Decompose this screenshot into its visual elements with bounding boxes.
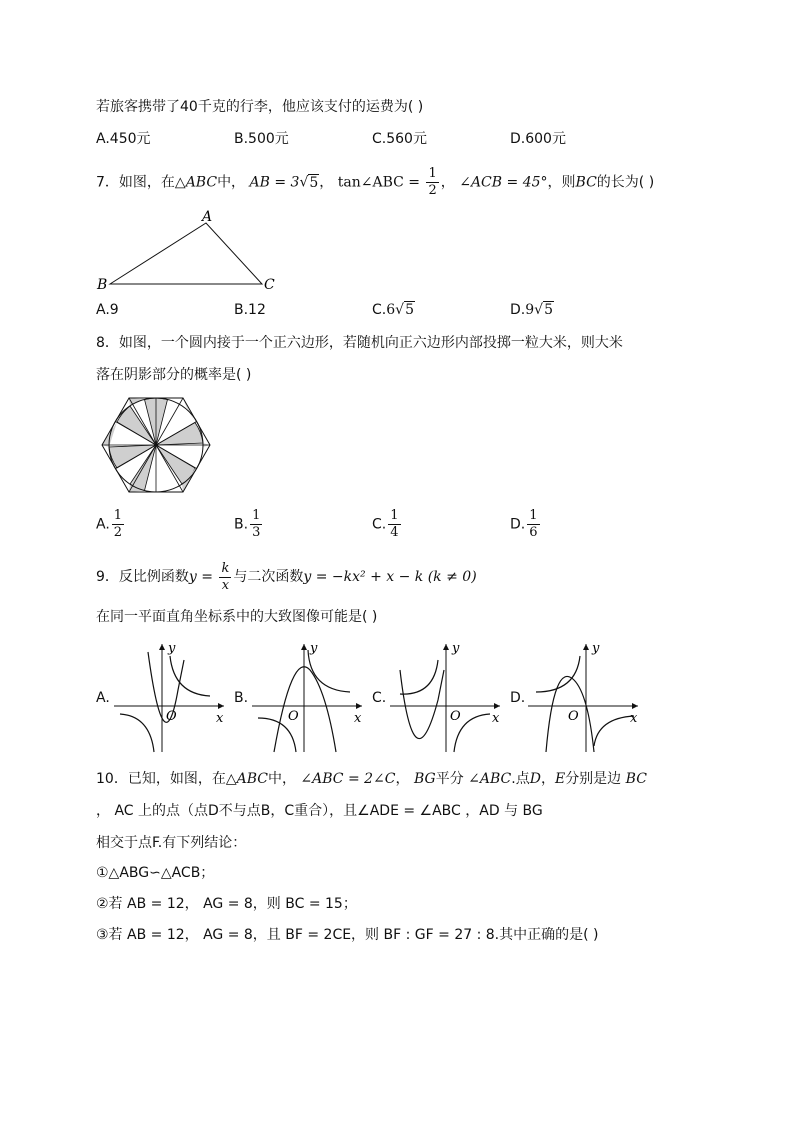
svg-text:y: y	[310, 641, 318, 656]
q6-option-c: C.560元	[372, 131, 427, 147]
q8-option-d: D. $\frac{1}{6}$	[510, 508, 538, 540]
svg-text:x: x	[216, 711, 224, 726]
q6-option-a: A.450元	[96, 131, 151, 147]
q7-tail2: 的长为( )	[596, 174, 655, 191]
svg-text:O: O	[568, 709, 579, 724]
q8-hexagon-figure	[94, 392, 220, 500]
q8-option-a: A. $\frac{1}{2}$	[96, 508, 123, 540]
svg-text:O: O	[288, 709, 299, 724]
q10-line2: ， AC 上的点（点D不与点B，C重合），且∠ADE = ∠ABC ，AD 与 BG	[96, 803, 543, 819]
q8-line1: 8．如图，一个圆内接于一个正六边形，若随机向正六边形内部投掷一粒大米，则大米	[96, 335, 623, 351]
q8-line2: 落在阴影部分的概率是( )	[96, 367, 252, 383]
q7-option-d: D.9√5	[510, 302, 553, 318]
svg-text:x: x	[492, 711, 500, 726]
label-a: A	[202, 209, 213, 225]
graph-c	[386, 640, 506, 758]
hyperbola-branch	[308, 650, 350, 692]
q7-ab-lhs: AB = 3	[249, 174, 300, 191]
svg-text:O: O	[166, 709, 177, 724]
q6-stem: 若旅客携带了40千克的行李，他应该支付的运费为( )	[96, 99, 424, 115]
q7-bc: BC	[575, 174, 597, 191]
q7-mid1: 中，	[217, 174, 246, 191]
q7-option-a: A.9	[96, 302, 119, 318]
radii	[102, 398, 210, 492]
q7-tan-fraction: $\frac{1}{2}$	[428, 166, 437, 198]
q6-option-d: D.600元	[510, 131, 566, 147]
graph-b	[248, 640, 368, 758]
q8-options	[96, 508, 716, 550]
q8-option-b: B. $\frac{1}{3}$	[234, 508, 261, 540]
q10-line1: 10．已知，如图，在△ABC中， ∠ABC = 2∠C， BG平分 ∠ABC.点D，E分别是边 BC	[96, 771, 647, 787]
hyperbola-branch	[400, 660, 438, 694]
q10-item2: ②若 AB = 12， AG = 8，则 BC = 15；	[96, 896, 357, 912]
q6-options	[96, 128, 716, 168]
svg-text:x: x	[630, 711, 638, 726]
parabola	[274, 667, 336, 752]
q7-acb: ∠ACB = 45°	[459, 174, 548, 191]
q6-option-b: B.500元	[234, 131, 289, 147]
parabola	[400, 670, 444, 739]
q7-option-c: C.6√5	[372, 302, 414, 318]
q7-triangle-figure	[94, 206, 284, 296]
q7-tail1: ，则	[547, 174, 576, 191]
label-c: C	[264, 277, 275, 293]
graph-c-label: C.	[372, 690, 387, 706]
svg-text:y: y	[168, 641, 176, 656]
hyperbola-branch	[170, 656, 210, 696]
triangle-abc	[110, 223, 262, 284]
q10-item1: ①△ABG∽△ACB；	[96, 865, 215, 881]
graph-d	[524, 640, 644, 758]
quadratic-expression: y = −kx² + x − k (k ≠ 0)	[303, 569, 477, 585]
svg-text:O: O	[450, 709, 461, 724]
k-over-x: $\frac{k}{x}$	[221, 560, 230, 593]
q10-line3: 相交于点F.有下列结论：	[96, 835, 247, 851]
q7-number: 7．如图，在	[96, 174, 175, 191]
hyperbola-branch	[120, 714, 154, 752]
q7-tan-lhs: tan∠ABC =	[337, 174, 421, 191]
q9-graphs	[94, 640, 654, 760]
q10-item3: ③若 AB = 12， AG = 8，且 BF = 2CE，则 BF : GF = 27 : 8.其中正确的是( )	[96, 927, 599, 943]
graph-d-label: D.	[510, 690, 526, 706]
q9-line2: 在同一平面直角坐标系中的大致图像可能是( )	[96, 609, 378, 625]
q7-stem: 7．如图，在△ABC中， AB = 3√5， tan∠ABC = $\frac{1}{2}$ ， ∠ACB = 45°，则BC的长为( )	[96, 166, 655, 198]
svg-text:y: y	[452, 641, 460, 656]
shaded-sector	[156, 423, 203, 446]
label-b: B	[97, 277, 108, 293]
graph-a-label: A.	[96, 690, 110, 706]
hyperbola-branch	[594, 716, 634, 746]
q8-option-c: C. $\frac{1}{4}$	[372, 508, 399, 540]
graph-b-label: B.	[234, 690, 249, 706]
graph-a	[110, 640, 230, 758]
svg-text:y: y	[592, 641, 600, 656]
q7-ab-sqrt: √5	[299, 174, 319, 191]
q9-line1: 9．反比例函数y = $\frac{k}{x}$ 与二次函数y = −kx² + x − k (k ≠ 0)	[96, 560, 477, 593]
svg-text:x: x	[354, 711, 362, 726]
q7-triangle: △ABC	[174, 174, 218, 191]
q7-option-b: B.12	[234, 302, 266, 318]
